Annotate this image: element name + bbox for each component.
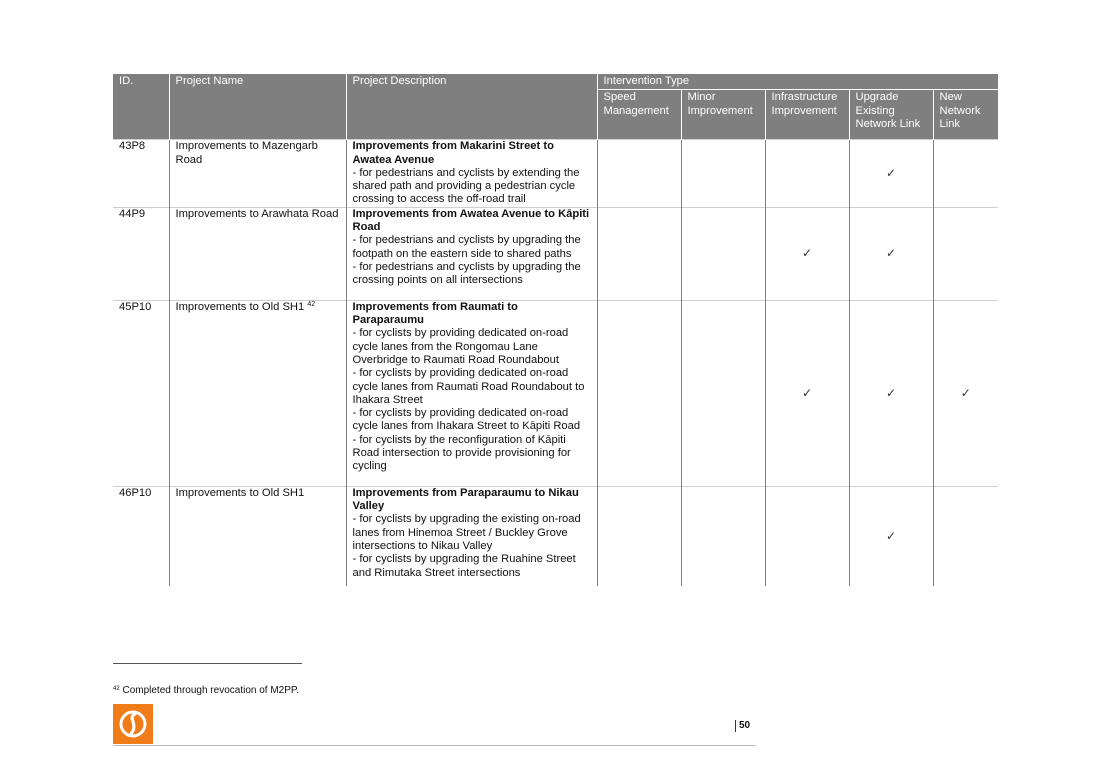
check-minor-improvement	[681, 140, 765, 207]
description-line: - for cyclists by providing dedicated on-road cycle lanes from Ihakara Street to Kāpiti Road	[352, 407, 581, 433]
header-upgrade-existing-network-link: Upgrade Existing Network Link	[849, 90, 933, 140]
header-new-network-link: New Network Link	[933, 90, 998, 140]
description-line: - for cyclists by upgrading the existing on-road lanes from Hinemoa Street / Buckley Grove intersections to Nikau Valley	[352, 513, 581, 552]
description-line: - for pedestrians and cyclists by extending the shared path and providing a pedestrian cycle crossing to access the off-road trail	[352, 166, 580, 206]
table-row	[113, 300, 998, 486]
row-project-description	[346, 207, 597, 300]
header-speed-management: Speed Management	[597, 90, 681, 140]
table-row	[113, 486, 998, 586]
page-number: 50	[735, 720, 750, 732]
check-infrastructure-improvement: ✓	[765, 300, 849, 486]
check-upgrade-existing-network-link: ✓	[849, 300, 933, 486]
check-upgrade-existing-network-link: ✓	[849, 140, 933, 207]
row-id: 46P10	[113, 486, 169, 586]
description-line: - for cyclists by providing dedicated on-road cycle lanes from the Rongomau Lane Overbridge to Raumati Road Roundabout	[352, 327, 569, 366]
footer-divider	[113, 745, 756, 746]
projects-table	[113, 74, 998, 586]
check-upgrade-existing-network-link: ✓	[849, 486, 933, 586]
check-new-network-link	[933, 207, 998, 300]
row-id: 45P10	[113, 300, 169, 486]
check-infrastructure-improvement: ✓	[765, 207, 849, 300]
description-title: Improvements from Raumati to Paraparaumu	[352, 300, 518, 327]
check-upgrade-existing-network-link: ✓	[849, 207, 933, 300]
check-minor-improvement	[681, 486, 765, 586]
row-project-name: Improvements to Old SH1	[169, 486, 346, 586]
check-speed-management	[597, 207, 681, 300]
council-logo	[113, 704, 153, 744]
description-line: - for pedestrians and cyclists by upgrading the footpath on the eastern side to shared paths	[352, 234, 581, 260]
check-infrastructure-improvement	[765, 140, 849, 207]
header-id: ID.	[113, 74, 169, 140]
row-project-name: Improvements to Arawhata Road	[169, 207, 346, 300]
description-line: - for cyclists by upgrading the Ruahine Street and Rimutaka Street intersections	[352, 553, 576, 579]
row-project-description	[346, 486, 597, 586]
check-speed-management	[597, 140, 681, 207]
description-title: Improvements from Makarini Street to Awatea Avenue	[352, 140, 554, 166]
description-line: - for pedestrians and cyclists by upgrading the crossing points on all intersections	[352, 260, 581, 287]
check-new-network-link: ✓	[933, 300, 998, 486]
description-title: Improvements from Awatea Avenue to Kāpiti Road	[352, 207, 590, 234]
description-title: Improvements from Paraparaumu to Nikau Valley	[352, 486, 579, 513]
row-project-name: Improvements to Mazengarb Road	[169, 140, 346, 207]
check-minor-improvement	[681, 300, 765, 486]
check-speed-management	[597, 300, 681, 486]
footnote-marker: 42	[307, 300, 316, 308]
check-minor-improvement	[681, 207, 765, 300]
row-id: 43P8	[113, 140, 169, 207]
header-project-name: Project Name	[169, 74, 346, 140]
footnote-number: 42	[113, 686, 120, 692]
description-line: - for cyclists by the reconfiguration of Kāpiti Road intersection to provide provisioning for cycling	[352, 433, 571, 473]
table-header-row	[113, 74, 998, 90]
header-project-description: Project Description	[346, 74, 597, 140]
row-project-name: Improvements to Old SH1 $^{42}$	[169, 300, 346, 486]
row-id: 44P9	[113, 207, 169, 300]
footnote-text: Completed through revocation of M2PP.	[122, 685, 300, 696]
check-speed-management	[597, 486, 681, 586]
logo-mark-icon	[113, 704, 153, 744]
table-row	[113, 140, 998, 207]
footnote-divider	[113, 663, 302, 664]
row-project-description	[346, 300, 597, 486]
header-intervention-type: Intervention Type	[597, 74, 998, 90]
check-new-network-link	[933, 140, 998, 207]
table-row	[113, 207, 998, 300]
footnote	[113, 685, 299, 696]
description-line: - for cyclists by providing dedicated on-road cycle lanes from Raumati Road Roundabout to Ihakara Street	[352, 367, 585, 406]
header-infrastructure-improvement: Infrastructure Improvement	[765, 90, 849, 140]
row-project-description	[346, 140, 597, 207]
check-new-network-link	[933, 486, 998, 586]
header-minor-improvement: Minor Improvement	[681, 90, 765, 140]
check-infrastructure-improvement	[765, 486, 849, 586]
